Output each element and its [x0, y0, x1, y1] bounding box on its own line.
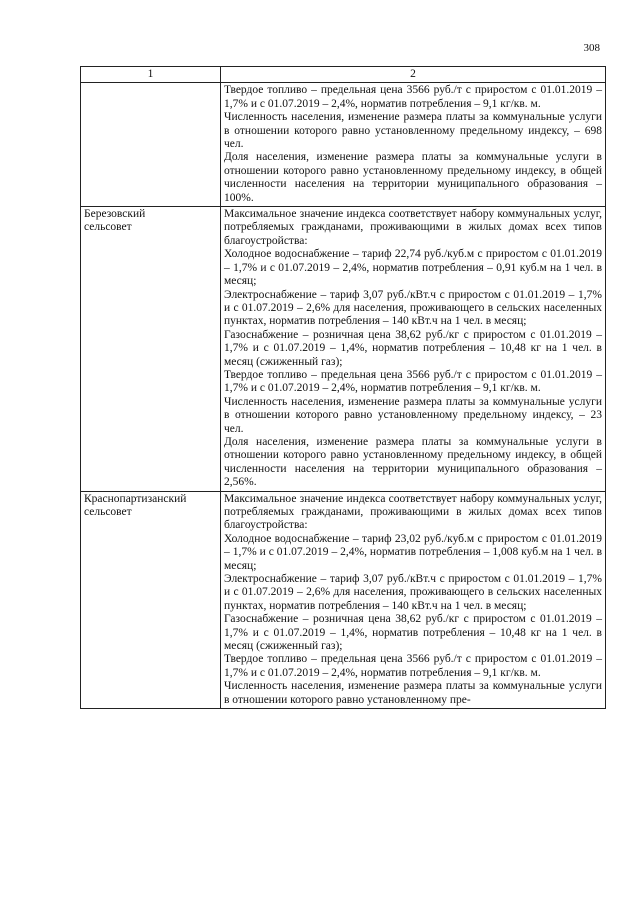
paragraph: Электроснабжение – тариф 3,07 руб./кВт.ч с приростом с 01.01.2019 – 1,7% и с 01.07.2019 – 2,6% для населения, проживающего в сельских населенных пунктах, норматив потребления – 140 кВт.ч на 1 чел. в месяц; [224, 288, 602, 328]
paragraph: Максимальное значение индекса соответствует набору коммунальных услуг, потребляемых гражданами, проживающими в жилых домах всех типов благоустройства: [224, 208, 602, 247]
municipality-name: Березовский сельсовет [84, 208, 146, 234]
paragraph: Газоснабжение – розничная цена 38,62 руб./кг с приростом с 01.01.2019 – 1,7% и с 01.07.2019 – 1,4%, норматив потребления – 10,48 кг на 1 чел. в месяц (сжиженный газ); [224, 613, 602, 653]
paragraph: Твердое топливо – предельная цена 3566 руб./т с приростом с 01.01.2019 – 1,7% и с 01.07.2019 – 2,4%, норматив потребления – 9,1 кг/кв. м. [224, 653, 602, 679]
paragraph: Численность населения, изменение размера платы за коммунальные услуги в отношении которого равно установленному пре- [224, 680, 602, 706]
table-row [81, 491, 606, 709]
table-header-row [81, 67, 606, 83]
municipality-cell [81, 83, 221, 207]
page-number: 308 [583, 42, 600, 54]
municipality-name: Краснопартизанский сельсовет [84, 492, 187, 518]
paragraph: Твердое топливо – предельная цена 3566 руб./т с приростом с 01.01.2019 – 1,7% и с 01.07.2019 – 2,4%, норматив потребления – 9,1 кг/кв. м. [224, 368, 602, 395]
table-row [81, 83, 606, 207]
description-cell [221, 207, 606, 492]
paragraph: Численность населения, изменение размера платы за коммунальные услуги в отношении которого равно установленному предельному индексу, – 23 чел. [224, 395, 602, 435]
municipality-cell [81, 491, 221, 709]
paragraph: Газоснабжение – розничная цена 38,62 руб./кг с приростом с 01.01.2019 – 1,7% и с 01.07.2019 – 1,4%, норматив потребления – 10,48 кг на 1 чел. в месяц (сжиженный газ); [224, 328, 602, 368]
paragraph: Электроснабжение – тариф 3,07 руб./кВт.ч с приростом с 01.01.2019 – 1,7% и с 01.07.2019 – 2,6% для населения, проживающего в сельских населенных пунктах, норматив потребления – 140 кВт.ч на 1 чел. в месяц; [224, 573, 602, 612]
paragraph: Твердое топливо – предельная цена 3566 руб./т с приростом с 01.01.2019 – 1,7% и с 01.07.2019 – 2,4%, норматив потребления – 9,1 кг/кв. м. [224, 84, 602, 110]
paragraph: Холодное водоснабжение – тариф 23,02 руб./куб.м с приростом с 01.01.2019 – 1,7% и с 01.07.2019 – 2,4%, норматив потребления – 1,008 куб.м на 1 чел. в месяц; [224, 532, 602, 572]
paragraph: Численность населения, изменение размера платы за коммунальные услуги в отношении которого равно установленному предельному индексу, – 698 чел. [224, 111, 602, 151]
header-cell-1: 1 [81, 67, 221, 83]
description-cell [221, 83, 606, 207]
header-cell-2: 2 [221, 67, 606, 83]
paragraph: Холодное водоснабжение – тариф 22,74 руб./куб.м с приростом с 01.01.2019 – 1,7% и с 01.07.2019 – 2,4%, норматив потребления – 0,91 куб.м на 1 чел. в месяц; [224, 248, 602, 288]
table-row [81, 207, 606, 492]
description-cell [221, 491, 606, 709]
paragraph: Максимальное значение индекса соответствует набору коммунальных услуг, потребляемых гражданами, проживающими в жилых домах всех типов благоустройства: [224, 492, 602, 532]
paragraph: Доля населения, изменение размера платы за коммунальные услуги в отношении которого равно установленному предельному индексу, в общей численности населения на территории муниципального образования – 2,56%. [224, 435, 602, 489]
tariff-table [80, 66, 606, 709]
municipality-cell [81, 207, 221, 492]
paragraph: Доля населения, изменение размера платы за коммунальные услуги в отношении которого равно установленному предельному индексу, в общей численности населения на территории муниципального образования – 100%. [224, 151, 602, 204]
